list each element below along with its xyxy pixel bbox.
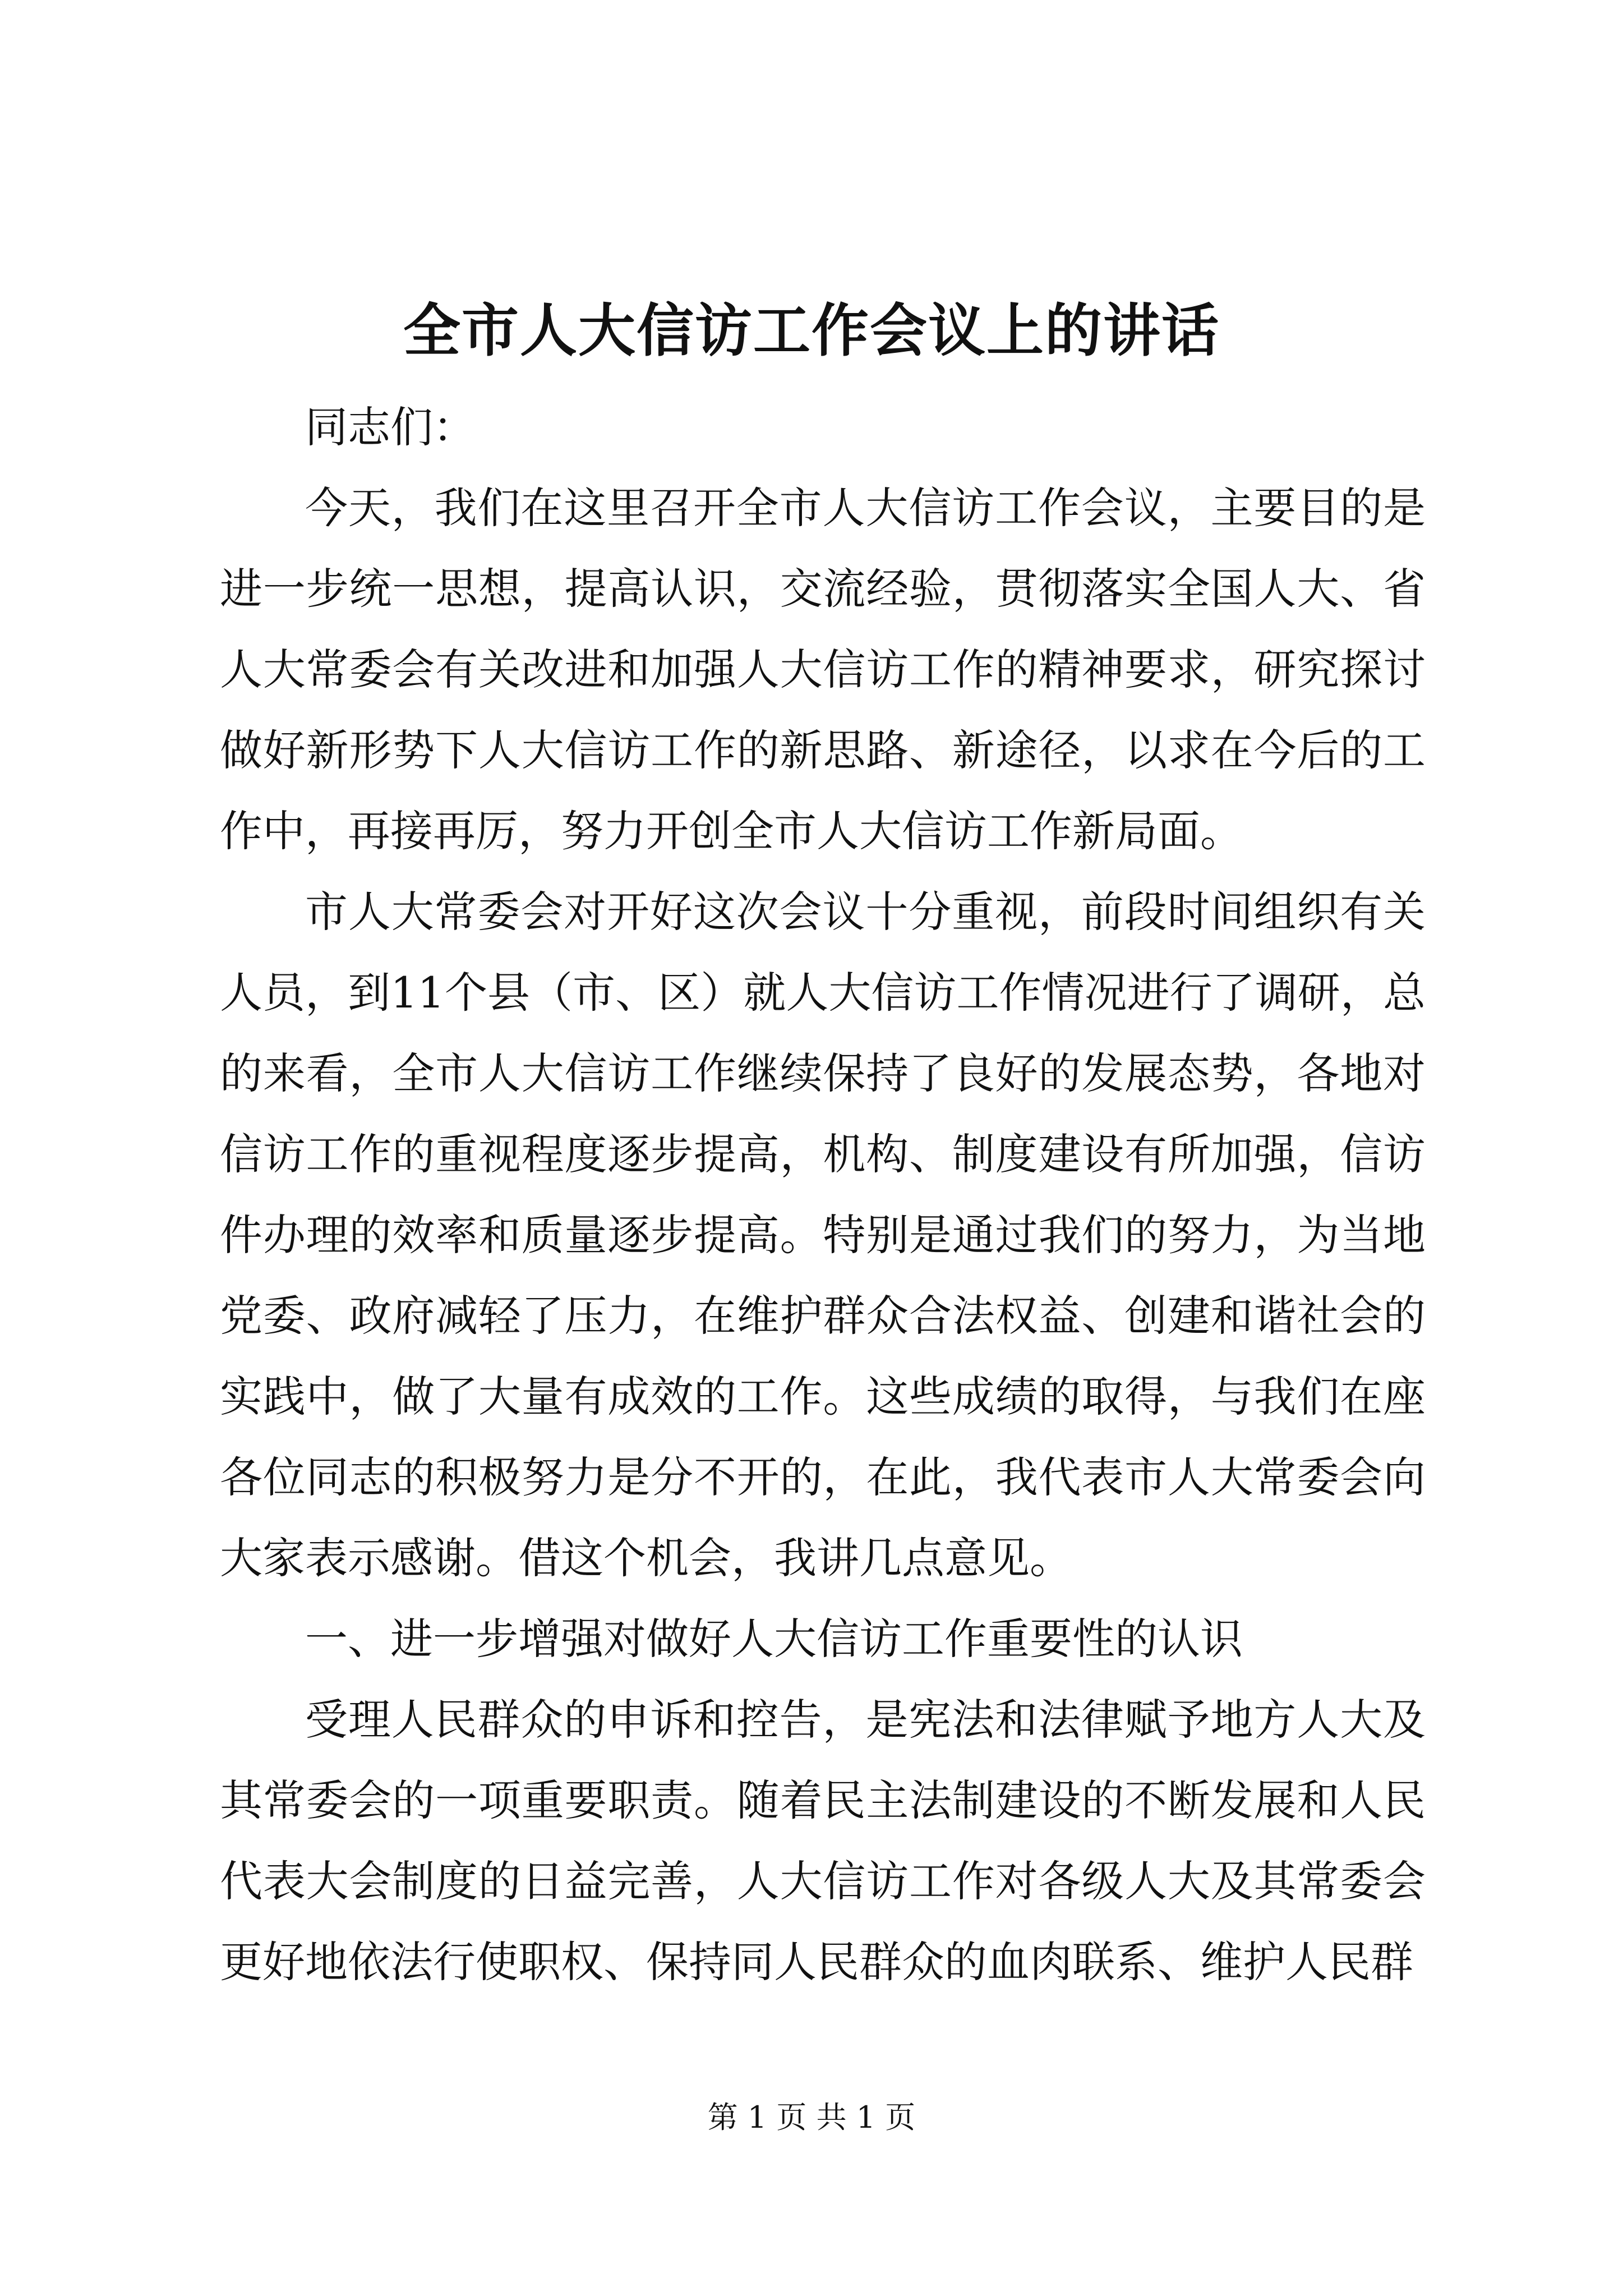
paragraph: 市人大常委会对开好这次会议十分重视，前段时间组织有关人员，到11个县（市、区）就人大信访工作情况进行了调研，总的来看，全市人大信访工作继续保持了良好的发展态势，各地对信访工作的重视程度逐步提高，机构、制度建设有所加强，信访件办理的效率和质量逐步提高。特别是通过我们的努力，为当地党委、政府减轻了压力，在维护群众合法权益、创建和谐社会的实践中，做了大量有成效的工作。这些成绩的取得，与我们在座各位同志的积极努力是分不开的，在此，我代表市人大常委会向大家表示感谢。借这个机会，我讲几点意见。 xyxy=(220,887,1426,1583)
page-footer: 第 1 页 共 1 页 xyxy=(707,2100,916,2135)
document-title: 全市人大信访工作会议上的讲话 xyxy=(403,297,1220,365)
document-body xyxy=(220,387,1426,2003)
section-heading: 一、进一步增强对做好人大信访工作重要性的认识 xyxy=(305,1614,1243,1664)
paragraph: 今天，我们在这里召开全市人大信访工作会议，主要目的是进一步统一思想，提高认识，交流经验，贯彻落实全国人大、省人大常委会有关改进和加强人大信访工作的精神要求，研究探讨做好新形势下人大信访工作的新思路、新途径，以求在今后的工作中，再接再厉，努力开创全市人大信访工作新局面。 xyxy=(220,483,1426,856)
salutation: 同志们： xyxy=(305,402,476,452)
paragraph: 受理人民群众的申诉和控告，是宪法和法律赋予地方人大及其常委会的一项重要职责。随着民主法制建设的不断发展和人民代表大会制度的日益完善，人大信访工作对各级人大及其常委会更好地依法行使职权、保持同人民群众的血肉联系、维护人民群 xyxy=(220,1695,1426,1987)
